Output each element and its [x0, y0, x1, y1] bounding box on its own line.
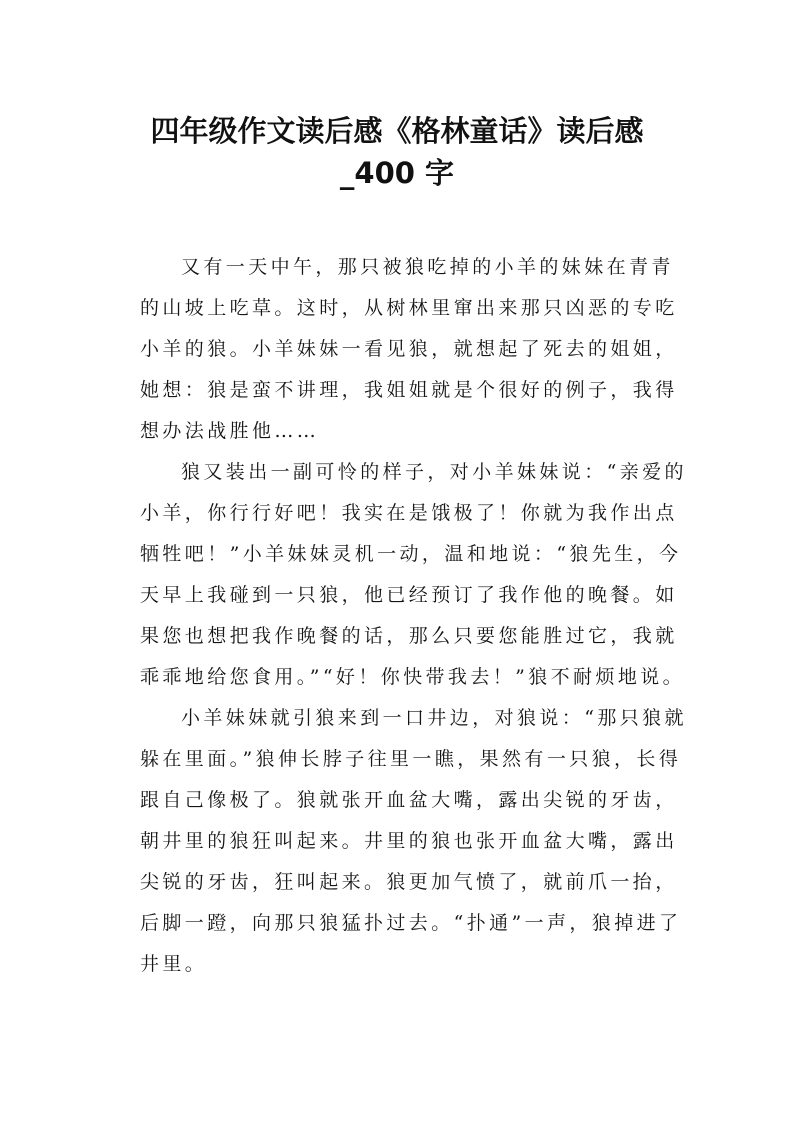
paragraph-3-line-6: 后脚一蹬，向那只狼猛扑过去。“扑通”一声，狼掉进了	[140, 912, 682, 934]
paragraph-3-line-3: 跟自己像极了。狼就张开血盆大嘴，露出尖锐的牙齿，	[140, 789, 678, 811]
paragraph-3-line-4: 朝井里的狼狂叫起来。井里的狼也张开血盆大嘴，露出	[140, 830, 678, 852]
paragraph-3-line-7: 井里。	[140, 953, 208, 975]
document-title-line-1: 四年级作文读后感《格林童话》读后感	[150, 114, 644, 148]
paragraph-1-line-2: 的山坡上吃草。这时，从树林里窜出来那只凶恶的专吃	[140, 297, 678, 319]
paragraph-2-line-3: 牺牲吧！”小羊妹妹灵机一动，温和地说：“狼先生，今	[140, 543, 682, 565]
paragraph-2-line-5: 果您也想把我作晚餐的话，那么只要您能胜过它，我就	[140, 625, 678, 647]
paragraph-3-line-5: 尖锐的牙齿，狂叫起来。狼更加气愤了，就前爪一抬，	[140, 871, 678, 893]
paragraph-1-line-3: 小羊的狼。小羊妹妹一看见狼，就想起了死去的姐姐，	[140, 338, 678, 360]
paragraph-1-line-4: 她想：狼是蛮不讲理，我姐姐就是个很好的例子，我得	[140, 379, 678, 401]
paragraph-3-line-1: 小羊妹妹就引狼来到一口井边，对狼说：“那只狼就	[181, 707, 687, 729]
paragraph-1-line-1: 又有一天中午，那只被狼吃掉的小羊的妹妹在青青	[181, 256, 674, 278]
paragraph-1-line-5: 想办法战胜他……	[140, 420, 320, 442]
paragraph-2-line-4: 天早上我碰到一只狼，他已经预订了我作他的晚餐。如	[140, 584, 678, 606]
paragraph-2-line-2: 小羊，你行行好吧！我实在是饿极了！你就为我作出点	[140, 502, 678, 524]
document-title-line-2: _400 字	[339, 156, 455, 190]
paragraph-2-line-1: 狼又装出一副可怜的样子，对小羊妹妹说：“亲爱的	[181, 461, 687, 483]
paragraph-3-line-2: 躲在里面。”狼伸长脖子往里一瞧，果然有一只狼，长得	[140, 748, 682, 770]
paragraph-2-line-6: 乖乖地给您食用。”“好！你快带我去！”狼不耐烦地说。	[140, 666, 686, 688]
